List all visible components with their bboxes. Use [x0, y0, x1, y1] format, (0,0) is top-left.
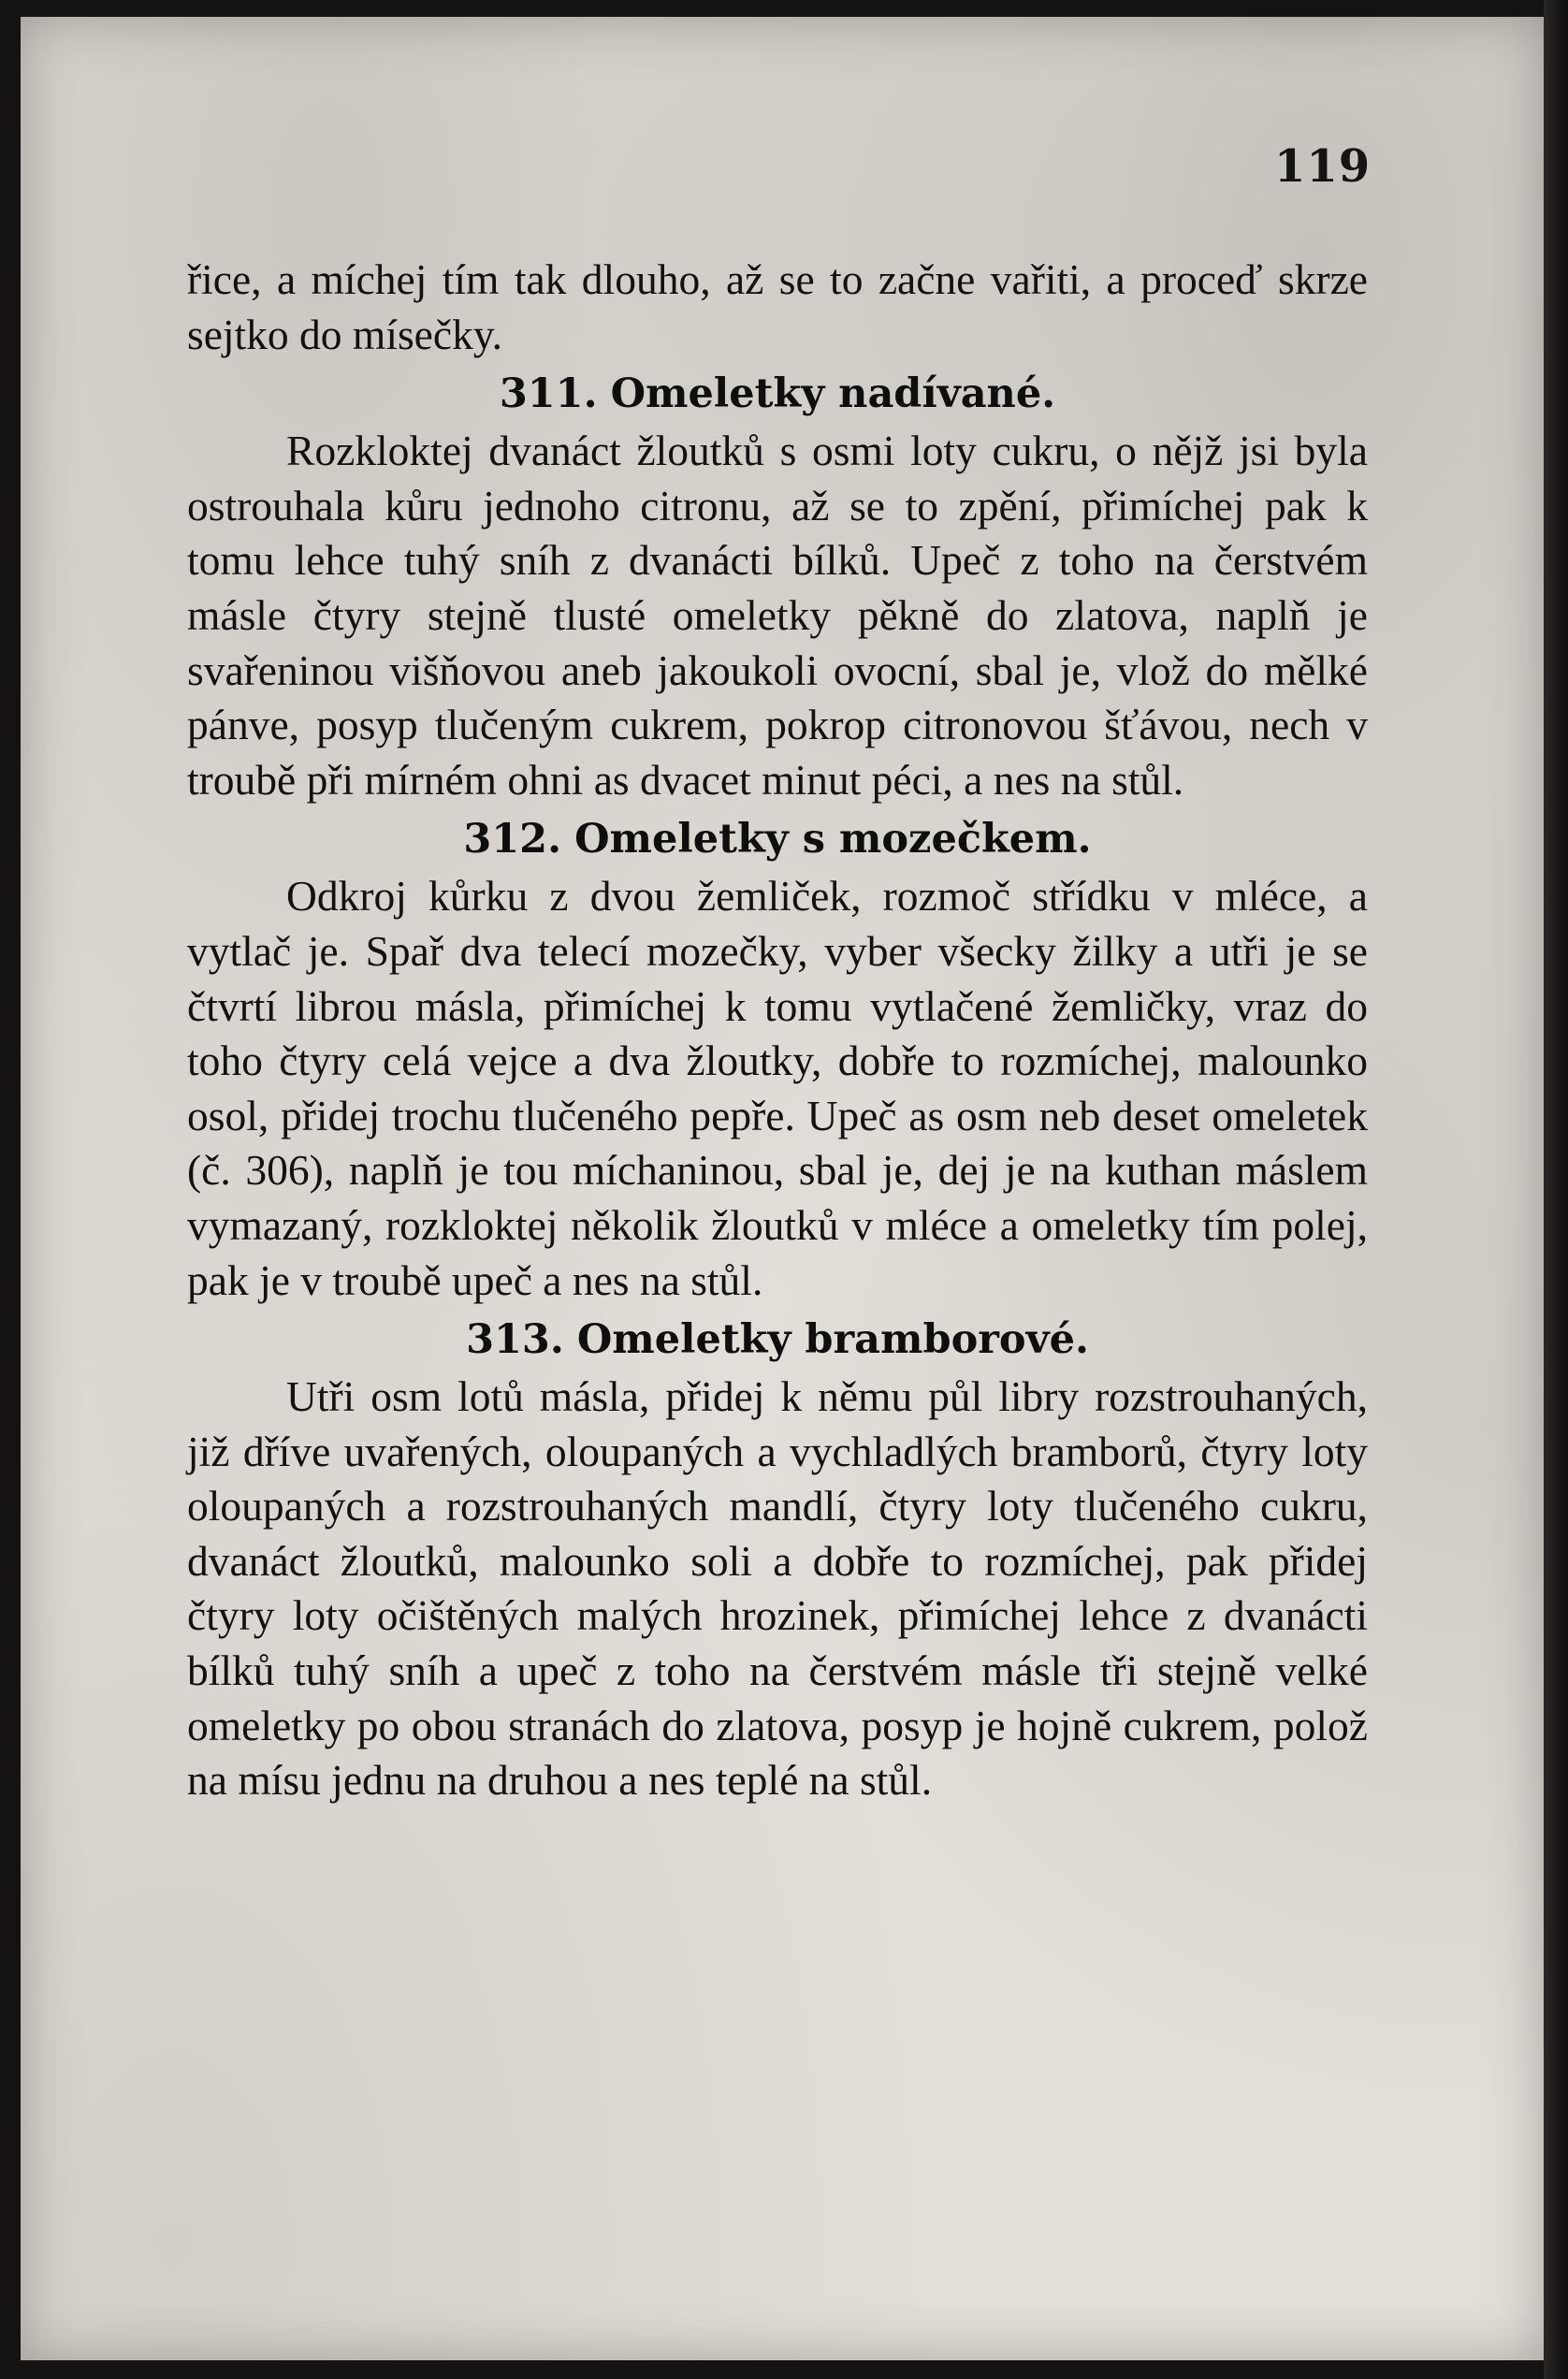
recipe-text-311: Rozkloktej dvanáct žloutků s osmi loty cukru, o nějž jsi byla ostrouhala kůru jednoho citronu, až se to zpění, přimíchej pak k tomu lehce tuhý sníh z dvanácti bílků. Upeč z toho na čerstvém másle čtyry stejně tlusté omeletky pěkně do zlatova, naplň je svařeninou višňovou aneb jakoukoli ovocní, sbal je, vlož do mělké pánve, posyp tlučeným cukrem, pokrop citronovou šťávou, nech v troubě při mírném ohni as dvacet minut péci, a nes na stůl. [187, 427, 1368, 804]
continuation-paragraph: řice, a míchej tím tak dlouho, až se to začne vařiti, a proceď skrze sejtko do mísečky. [187, 255, 1368, 358]
recipe-number: 313. [466, 1316, 564, 1364]
recipe-number: 312. [463, 816, 562, 863]
recipe-heading-313 [187, 1312, 1368, 1368]
recipe-title: Omeletky s mozečkem. [574, 816, 1092, 863]
recipe-heading-312 [187, 811, 1368, 867]
recipe-title: Omeletky bramborové. [576, 1316, 1089, 1364]
recipe-text-312: Odkroj kůrku z dvou žemliček, rozmoč střídku v mléce, a vytlač je. Spař dva telecí mozečky, vyber všecky žilky a utři je se čtvrtí librou másla, přimíchej k tomu vytlačené žemličky, vraz do toho čtyry celá vejce a dva žloutky, dobře to rozmíchej, malounko osol, přidej trochu tlučeného pepře. Upeč as osm neb deset omeletek (č. 306), naplň je tou míchaninou, sbal je, dej je na kuthan máslem vymazaný, rozkloktej několik žloutků v mléce a omeletky tím polej, pak je v troubě upeč a nes na stůl. [187, 872, 1368, 1304]
recipe-number: 311. [499, 370, 598, 418]
page-text [187, 253, 1368, 1808]
recipe-title: Omeletky nadívané. [610, 370, 1056, 418]
page-number: 119 [1274, 140, 1372, 193]
recipe-text-313: Utři osm lotů másla, přidej k němu půl libry rozstrouhaných, již dříve uvařených, oloupaných a vychladlých bramborů, čtyry loty oloupaných a rozstrouhaných mandlí, čtyry loty tlučeného cukru, dvanáct žloutků, malounko soli a dobře to rozmíchej, pak přidej čtyry loty očištěných malých hrozinek, přimíchej lehce z dvanácti bílků tuhý sníh a upeč z toho na čerstvém másle tři stejně velké omeletky po obou stranách do zlatova, posyp je hojně cukrem, polož na mísu jednu na druhou a nes teplé na stůl. [187, 1372, 1368, 1805]
page-edge-shadow [1544, 0, 1568, 2379]
recipe-heading-311 [187, 366, 1368, 422]
